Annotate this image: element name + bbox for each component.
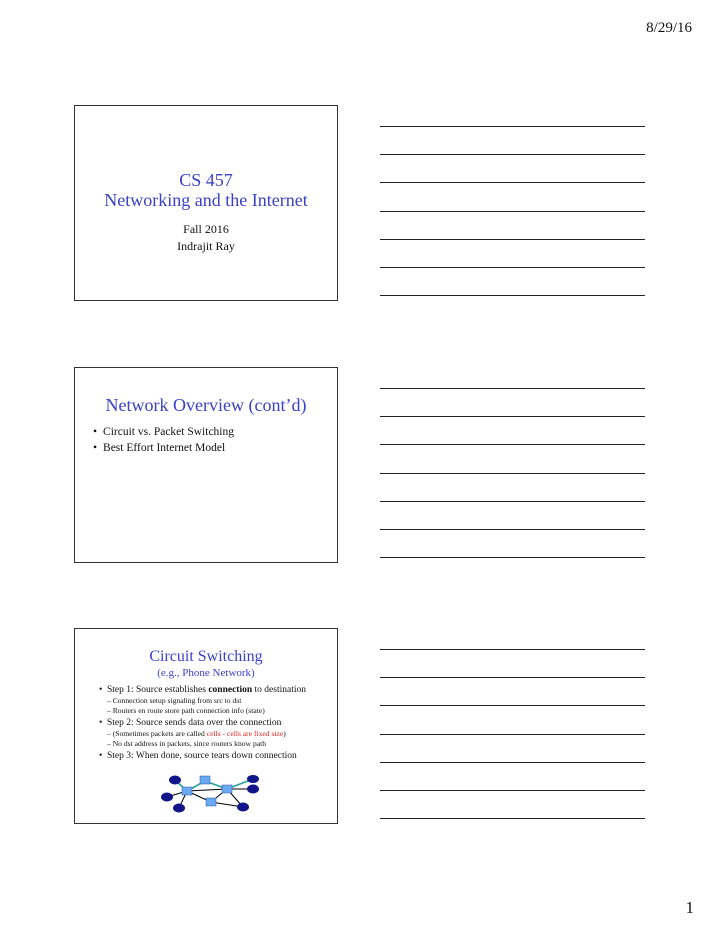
step-text: to destination bbox=[252, 685, 306, 695]
slide-body bbox=[99, 685, 331, 762]
header-date: 8/29/16 bbox=[646, 20, 692, 36]
slide-title: Network Overview (cont’d) bbox=[105, 395, 307, 415]
host-node bbox=[173, 804, 185, 813]
note-line bbox=[380, 649, 645, 650]
note-line bbox=[380, 790, 645, 791]
term: Fall 2016 bbox=[183, 222, 229, 236]
slide-subtitle: (e.g., Phone Network) bbox=[157, 667, 255, 679]
note-line bbox=[380, 295, 645, 296]
note-line bbox=[380, 416, 645, 417]
step-text: Step 1: Source establishes bbox=[107, 685, 209, 695]
note-line bbox=[380, 762, 645, 763]
instructor: Indrajit Ray bbox=[177, 239, 235, 253]
note-line bbox=[380, 705, 645, 706]
slide-title: Circuit Switching bbox=[149, 648, 263, 665]
router-node bbox=[222, 785, 232, 793]
slide-title bbox=[75, 170, 337, 210]
bullet-item: • Circuit vs. Packet Switching bbox=[105, 426, 234, 438]
note-line bbox=[380, 388, 645, 389]
router-node bbox=[200, 776, 210, 784]
note-line bbox=[380, 529, 645, 530]
link bbox=[187, 789, 227, 791]
note-line bbox=[380, 444, 645, 445]
host-node bbox=[247, 785, 259, 794]
note-line bbox=[380, 501, 645, 502]
slide-thumbnail-2 bbox=[74, 367, 338, 563]
note-line bbox=[380, 557, 645, 558]
bullet-list bbox=[105, 426, 234, 458]
sub-text: – (Sometimes packets are called bbox=[107, 729, 207, 738]
note-line bbox=[380, 473, 645, 474]
step-1 bbox=[99, 685, 331, 696]
network-diagram bbox=[159, 775, 263, 815]
sub-bullet: – Connection setup signaling from src to dst bbox=[107, 696, 242, 705]
host-node bbox=[237, 803, 249, 812]
sub-bullet: – No dst address in packets, since routers know path bbox=[107, 739, 267, 748]
sub-highlight: cells - cells are fixed size bbox=[206, 729, 284, 738]
course-name: Networking and the Internet bbox=[104, 190, 308, 210]
slide-thumbnail-1 bbox=[74, 105, 338, 301]
router-node bbox=[206, 798, 216, 806]
note-line bbox=[380, 154, 645, 155]
sub-bullet bbox=[99, 729, 331, 739]
note-line bbox=[380, 818, 645, 819]
slide-thumbnail-3 bbox=[74, 628, 338, 824]
note-line bbox=[380, 267, 645, 268]
note-line bbox=[380, 239, 645, 240]
host-node bbox=[169, 776, 181, 785]
note-line bbox=[380, 182, 645, 183]
bullet-item: • Best Effort Internet Model bbox=[105, 442, 234, 454]
router-node bbox=[182, 787, 192, 795]
host-node bbox=[161, 793, 173, 802]
step-2: • Step 2: Source sends data over the connection bbox=[99, 718, 331, 729]
host-node bbox=[247, 775, 259, 783]
sub-bullet: – Routers en route store path connection info (state) bbox=[107, 706, 265, 715]
step-emphasis: connection bbox=[208, 685, 253, 695]
course-code: CS 457 bbox=[179, 170, 233, 190]
note-line bbox=[380, 734, 645, 735]
note-line bbox=[380, 211, 645, 212]
step-3: • Step 3: When done, source tears down connection bbox=[99, 751, 331, 762]
note-line bbox=[380, 126, 645, 127]
sub-text: ) bbox=[283, 729, 286, 738]
page-number: 1 bbox=[685, 898, 694, 917]
note-line bbox=[380, 677, 645, 678]
